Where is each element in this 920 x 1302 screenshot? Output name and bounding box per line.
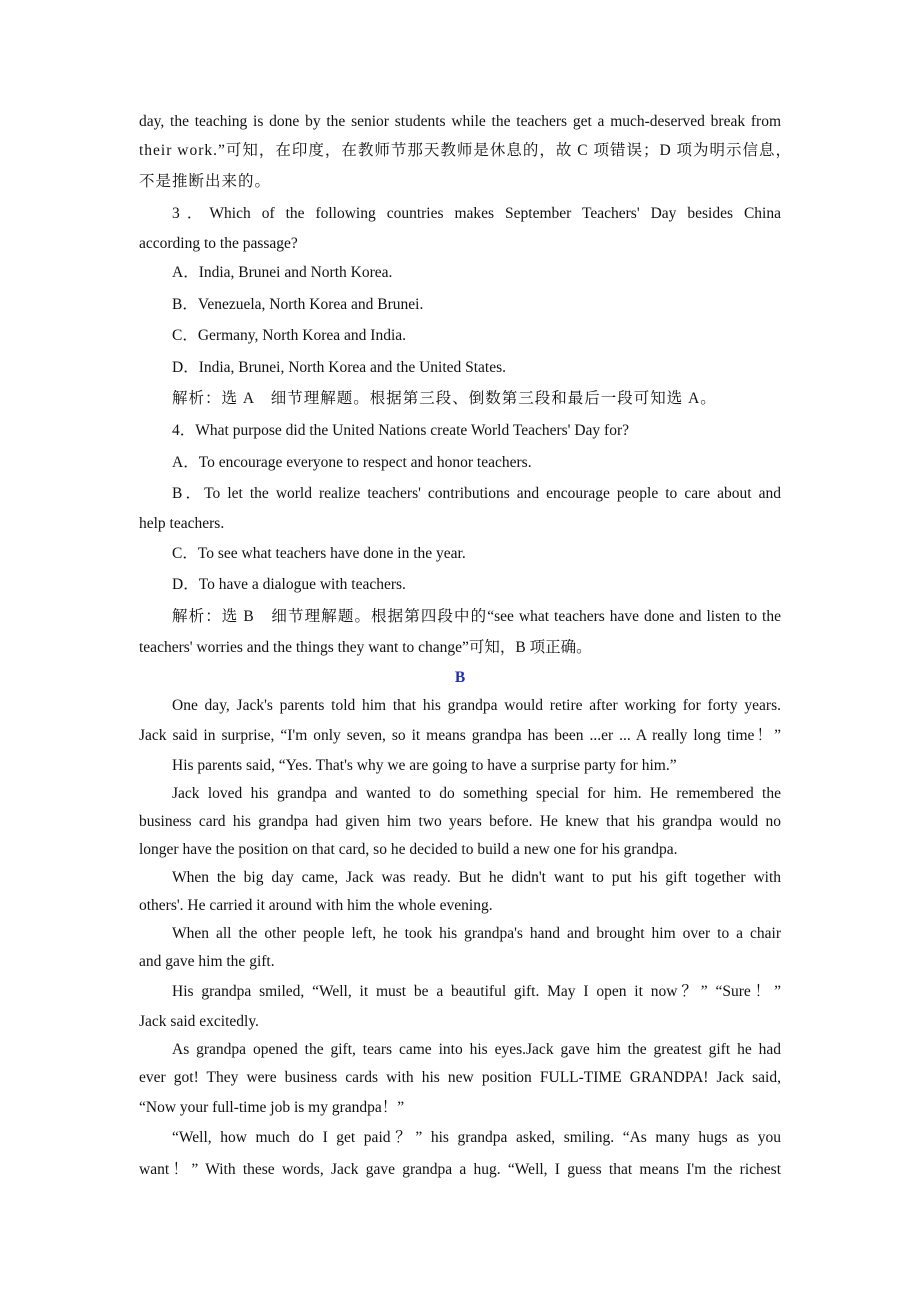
q3-stem-line-1: 3．Which of the following countries makes September Teachers' Day besides China bbox=[172, 205, 781, 222]
prev-answer-line-3: 不是推断出来的。 bbox=[139, 173, 272, 190]
q4-option-d: D．To have a dialogue with teachers. bbox=[172, 576, 406, 593]
passage-line-5: business card his grandpa had given him two years before. He knew that his grandpa would no bbox=[139, 813, 781, 830]
passage-line-14: ever got! They were business cards with his new position FULL-TIME GRANDPA! Jack said, bbox=[139, 1069, 781, 1086]
q4-stem: 4．What purpose did the United Nations create World Teachers' Day for? bbox=[172, 422, 629, 439]
passage-line-6: longer have the position on that card, so he decided to build a new one for his grandpa. bbox=[139, 841, 678, 858]
passage-line-7: When the big day came, Jack was ready. But he didn't want to put his gift together with bbox=[172, 869, 781, 886]
q4-option-c: C．To see what teachers have done in the year. bbox=[172, 545, 466, 562]
section-b-heading: B bbox=[454, 669, 466, 686]
q4-analysis-line-2: teachers' worries and the things they want to change”可知，B 项正确。 bbox=[139, 639, 592, 656]
passage-line-12: Jack said excitedly. bbox=[139, 1013, 259, 1030]
passage-line-8: others'. He carried it around with him the whole evening. bbox=[139, 897, 493, 914]
q4-analysis-line-1: 解析：选 B 细节理解题。根据第四段中的“see what teachers have done and listen to the bbox=[172, 608, 781, 625]
passage-line-1: One day, Jack's parents told him that his grandpa would retire after working for forty years. bbox=[172, 697, 781, 714]
passage-line-3: His parents said, “Yes. That's why we are going to have a surprise party for him.” bbox=[172, 757, 677, 774]
q4-option-b-line-2: help teachers. bbox=[139, 515, 225, 532]
q4-option-b-line-1: B．To let the world realize teachers' contributions and encourage people to care about and bbox=[172, 485, 781, 502]
q3-option-d: D．India, Brunei, North Korea and the United States. bbox=[172, 359, 507, 376]
prev-answer-line-1: day, the teaching is done by the senior students while the teachers get a much-deserved break from bbox=[139, 113, 781, 130]
passage-line-4: Jack loved his grandpa and wanted to do something special for him. He remembered the bbox=[172, 785, 781, 802]
q3-stem-line-2: according to the passage? bbox=[139, 235, 298, 252]
q3-option-a: A．India, Brunei and North Korea. bbox=[172, 264, 393, 281]
passage-line-16: “Well, how much do I get paid？” his grandpa asked, smiling. “As many hugs as you bbox=[172, 1129, 781, 1146]
q3-option-c: C．Germany, North Korea and India. bbox=[172, 327, 407, 344]
passage-line-13: As grandpa opened the gift, tears came into his eyes.Jack gave him the greatest gift he had bbox=[172, 1041, 781, 1058]
passage-line-11: His grandpa smiled, “Well, it must be a beautiful gift. May I open it now？” “Sure！” bbox=[172, 983, 781, 1000]
passage-line-2: Jack said in surprise, “I'm only seven, so it means grandpa has been ...er ... A really long time！” bbox=[139, 727, 781, 744]
passage-line-10: and gave him the gift. bbox=[139, 953, 275, 970]
passage-line-15: “Now your full-time job is my grandpa！” bbox=[139, 1099, 405, 1116]
q3-analysis: 解析：选 A 细节理解题。根据第三段、倒数第三段和最后一段可知选 A。 bbox=[172, 390, 717, 407]
passage-line-9: When all the other people left, he took his grandpa's hand and brought him over to a chair bbox=[172, 925, 781, 942]
q3-option-b: B．Venezuela, North Korea and Brunei. bbox=[172, 296, 424, 313]
q4-option-a: A．To encourage everyone to respect and honor teachers. bbox=[172, 454, 532, 471]
passage-line-17: want！” With these words, Jack gave grandpa a hug. “Well, I guess that means I'm the richest bbox=[139, 1161, 781, 1178]
prev-answer-line-2: their work.”可知，在印度，在教师节那天教师是休息的，故 C 项错误；D 项为明示信息， bbox=[139, 142, 793, 159]
